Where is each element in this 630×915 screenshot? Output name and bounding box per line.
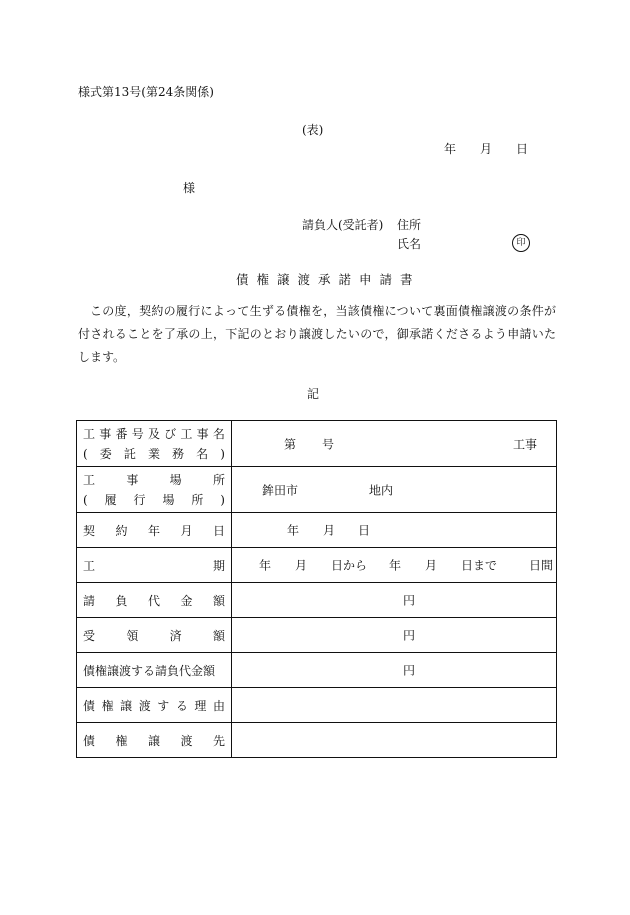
details-table <box>76 420 557 758</box>
label-char: 託 <box>123 446 136 461</box>
label-char: 業 <box>147 446 160 461</box>
row-label <box>77 723 232 758</box>
addressee-honorific: 様 <box>183 181 196 195</box>
value-text: 月 <box>425 558 438 573</box>
label-char: 及 <box>147 426 160 441</box>
date-year-label: 年 <box>444 142 457 156</box>
label-char: ( <box>83 492 88 507</box>
label-char: 理 <box>194 698 207 713</box>
label-line <box>83 627 225 644</box>
label-char: 額 <box>212 628 225 643</box>
value-text: 円 <box>403 628 416 643</box>
value-text: 日間 <box>529 558 554 573</box>
value-text: 円 <box>403 593 416 608</box>
row-value[interactable] <box>232 548 557 583</box>
label-char: 名 <box>212 426 225 441</box>
value-text: 工事 <box>513 437 538 451</box>
side-label: (表) <box>302 123 324 137</box>
label-char: 受 <box>83 628 96 643</box>
value-text: 年 <box>259 558 272 573</box>
document-title: 債権譲渡承諾申請書 <box>236 272 421 287</box>
label-char: ) <box>220 446 225 461</box>
row-value[interactable] <box>232 688 557 723</box>
label-char: 工 <box>83 558 96 573</box>
label-char: 月 <box>180 523 193 538</box>
label-char: 渡 <box>138 698 151 713</box>
label-char: 日 <box>212 523 225 538</box>
label-char: 委 <box>99 446 112 461</box>
row-value[interactable] <box>232 513 557 548</box>
table-row <box>77 583 557 618</box>
row-value[interactable] <box>232 421 557 467</box>
label-char: る <box>175 698 188 713</box>
row-value[interactable] <box>232 467 557 513</box>
label-char: 事 <box>99 426 112 441</box>
label-char: 先 <box>212 733 225 748</box>
label-line: 債権譲渡する請負代金額 <box>83 663 216 678</box>
label-char: 約 <box>115 523 128 538</box>
table-row <box>77 653 557 688</box>
row-value[interactable] <box>232 653 557 688</box>
label-char: 契 <box>83 523 96 538</box>
row-label <box>77 653 232 688</box>
value-text: 地内 <box>369 483 394 497</box>
label-char: 代 <box>147 593 160 608</box>
label-char: 場 <box>169 472 182 487</box>
label-char: 年 <box>147 523 160 538</box>
name-label: 氏名 <box>397 237 422 251</box>
row-value[interactable] <box>232 583 557 618</box>
value-text: 日から <box>331 558 368 573</box>
label-char: び <box>164 426 177 441</box>
label-char: 履 <box>104 492 117 507</box>
value-text: 年 <box>287 523 300 538</box>
label-char: 権 <box>115 733 128 748</box>
row-label <box>77 421 232 467</box>
label-char: 事 <box>126 472 139 487</box>
form-number: 様式第13号(第24条関係) <box>78 85 214 99</box>
label-char: ( <box>83 446 88 461</box>
table-row <box>77 513 557 548</box>
label-char: 号 <box>131 426 144 441</box>
value-text: 第 <box>284 437 297 451</box>
date-day-label: 日 <box>516 142 529 156</box>
label-line <box>83 522 225 539</box>
value-text: 月 <box>295 558 308 573</box>
label-char: 工 <box>180 426 193 441</box>
value-text: 号 <box>322 437 335 451</box>
table-row <box>77 467 557 513</box>
row-value[interactable] <box>232 723 557 758</box>
label-char: す <box>157 698 170 713</box>
table-row <box>77 723 557 758</box>
date-month-label: 月 <box>480 142 493 156</box>
row-label <box>77 688 232 723</box>
label-char: 所 <box>212 472 225 487</box>
label-char: 譲 <box>120 698 133 713</box>
label-char: 所 <box>191 492 204 507</box>
label-char: 額 <box>212 593 225 608</box>
value-text: 日まで <box>461 558 498 573</box>
value-text: 鉾田市 <box>262 483 299 497</box>
label-char: 済 <box>169 628 182 643</box>
label-char: 工 <box>83 426 96 441</box>
label-char: 債 <box>83 698 96 713</box>
label-char: 債 <box>83 733 96 748</box>
contractor-label: 請負人(受託者) <box>302 218 384 232</box>
value-text: 月 <box>323 523 336 538</box>
label-char: 権 <box>101 698 114 713</box>
label-line-2 <box>83 490 225 510</box>
row-label <box>77 467 232 513</box>
label-line-1 <box>83 424 225 444</box>
label-char: ) <box>220 492 225 507</box>
label-line-2 <box>83 444 225 464</box>
label-line <box>83 732 225 749</box>
label-char: 番 <box>115 426 128 441</box>
label-line <box>83 592 225 609</box>
table-row <box>77 421 557 467</box>
label-line <box>83 557 225 574</box>
body-paragraph: この度，契約の履行によって生ずる債権を，当該債権について裏面債権譲渡の条件が付されることを了承の上，下記のとおり譲渡したいので，御承諾くださるよう申請いたします。 <box>78 304 556 364</box>
row-label <box>77 548 232 583</box>
row-label <box>77 583 232 618</box>
ki-heading: 記 <box>307 387 320 401</box>
label-char: 工 <box>83 472 96 487</box>
value-text: 日 <box>358 523 371 538</box>
label-line-1 <box>83 470 225 490</box>
label-char: 行 <box>133 492 146 507</box>
label-char: 領 <box>126 628 139 643</box>
label-char: 事 <box>196 426 209 441</box>
row-label <box>77 618 232 653</box>
value-text: 円 <box>403 663 416 678</box>
label-char: 場 <box>162 492 175 507</box>
value-text: 年 <box>389 558 402 573</box>
table-row <box>77 688 557 723</box>
label-char: 譲 <box>147 733 160 748</box>
label-char: 期 <box>212 558 225 573</box>
table-row <box>77 548 557 583</box>
row-value[interactable] <box>232 618 557 653</box>
label-char: 務 <box>172 446 185 461</box>
label-char: 名 <box>196 446 209 461</box>
label-char: 請 <box>83 593 96 608</box>
label-char: 渡 <box>180 733 193 748</box>
seal-mark-icon: 印 <box>512 234 530 252</box>
label-char: 金 <box>180 593 193 608</box>
label-line <box>83 697 225 714</box>
label-char: 負 <box>115 593 128 608</box>
row-label <box>77 513 232 548</box>
address-label: 住所 <box>397 218 422 232</box>
label-char: 由 <box>212 698 225 713</box>
table-row <box>77 618 557 653</box>
